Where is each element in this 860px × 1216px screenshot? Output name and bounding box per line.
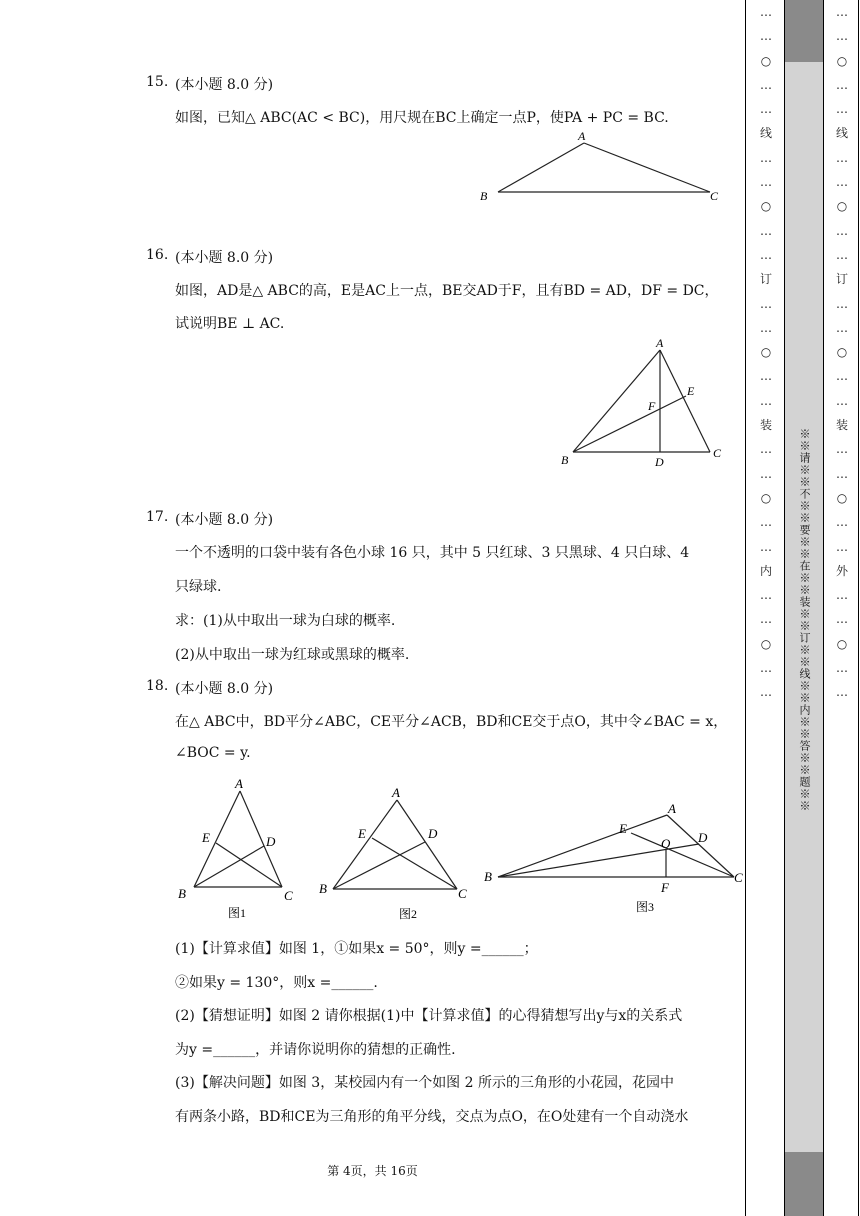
q18-text-line1: 在△ ABC中，BD平分∠ABC，CE平分∠ACB，BD和CE交于点O，其中令∠BAC = x， xyxy=(175,714,728,730)
outer-col-mark: … xyxy=(836,150,848,165)
q17-header: (本小题 8.0 分) xyxy=(175,512,274,528)
q17-text-line2: 只绿球. xyxy=(175,579,222,595)
inner-col-mark: 订 xyxy=(759,272,772,287)
fig2-label-e: E xyxy=(358,826,366,841)
q17-text-line3: 求：(1)从中取出一球为白球的概率. xyxy=(175,613,396,629)
binding-border-left xyxy=(745,0,746,1216)
q18-part3-line2: 有两条小路，BD和CE为三角形的角平分线，交点为点O，在O处建有一个自动浇水 xyxy=(175,1109,689,1125)
outer-col-mark: ○ xyxy=(836,490,848,505)
inner-col-mark: … xyxy=(760,685,772,700)
fig1-label-e: E xyxy=(202,830,210,845)
q15-number: 15. xyxy=(146,74,169,90)
inner-col-mark: … xyxy=(760,102,772,117)
inner-col-mark: 内 xyxy=(759,563,772,578)
fig3-label-d: D xyxy=(698,830,708,845)
outer-col-mark: … xyxy=(836,588,848,603)
inner-col-mark: ○ xyxy=(760,636,772,651)
outer-col-mark: … xyxy=(836,369,848,384)
inner-col-mark: 线 xyxy=(759,126,772,141)
inner-col-mark: ○ xyxy=(760,490,772,505)
outer-col-mark: … xyxy=(836,223,848,238)
outer-col-mark: 订 xyxy=(835,272,848,287)
inner-col-mark: 装 xyxy=(759,418,772,433)
inner-col-mark: … xyxy=(760,588,772,603)
fig2-label-a: A xyxy=(392,785,400,800)
fig3-label-e: E xyxy=(619,821,627,836)
page-footer: 第 4页，共 16页 xyxy=(327,1164,418,1178)
outer-col-mark: 外 xyxy=(835,563,848,578)
outer-col-mark: … xyxy=(836,442,848,457)
inner-col-mark: … xyxy=(760,29,772,44)
inner-col-mark: … xyxy=(760,466,772,481)
inner-col-mark: … xyxy=(760,369,772,384)
outer-col-mark: … xyxy=(836,320,848,335)
outer-col-mark: … xyxy=(836,296,848,311)
q16-number: 16. xyxy=(146,247,169,263)
outer-col-mark: … xyxy=(836,247,848,262)
inner-col-mark: … xyxy=(760,442,772,457)
inner-col-mark: … xyxy=(760,515,772,530)
q15-label-c: C xyxy=(710,189,719,203)
outer-col-mark: … xyxy=(836,393,848,408)
outer-col-mark: … xyxy=(836,661,848,676)
outer-col-mark: … xyxy=(836,685,848,700)
q18-part1-line1: (1)【计算求值】如图 1，①如果x = 50°，则y =______； xyxy=(175,941,538,957)
fig2-caption: 图2 xyxy=(399,907,418,921)
inner-col-mark: … xyxy=(760,5,772,19)
outer-col-mark: … xyxy=(836,175,848,190)
fig2-label-b: B xyxy=(319,881,327,896)
inner-col-mark: ○ xyxy=(760,345,772,360)
q17-number: 17. xyxy=(146,509,169,525)
outer-col-mark: … xyxy=(836,29,848,44)
inner-col-mark: … xyxy=(760,77,772,92)
q18-figure-3 xyxy=(480,800,745,918)
q16-triangle-figure xyxy=(555,333,735,473)
fig1-label-d: D xyxy=(266,834,276,849)
q16-text-line1: 如图，AD是△ ABC的高，E是AC上一点，BE交AD于F，且有BD = AD，DF = DC， xyxy=(175,283,719,299)
inner-col-mark: … xyxy=(760,175,772,190)
q18-figure-2 xyxy=(315,782,485,924)
q16-label-c: C xyxy=(713,446,722,460)
binding-outer-column xyxy=(831,0,853,1216)
q15-header: (本小题 8.0 分) xyxy=(175,77,274,93)
q15-label-b: B xyxy=(480,189,488,203)
outer-col-mark: ○ xyxy=(836,199,848,214)
fig3-caption: 图3 xyxy=(636,900,655,914)
q18-number: 18. xyxy=(146,678,169,694)
inner-col-mark: … xyxy=(760,320,772,335)
q18-part2-line1: (2)【猜想证明】如图 2 请你根据(1)中【计算求值】的心得猜想写出y与x的关系式 xyxy=(175,1008,683,1024)
q18-figure-1 xyxy=(172,774,302,924)
binding-inner-column xyxy=(755,0,777,1216)
q16-label-b: B xyxy=(561,453,569,467)
outer-col-mark: … xyxy=(836,5,848,19)
q17-text-line1: 一个不透明的口袋中装有各色小球 16 只，其中 5 只红球、3 只黑球、4 只白球、4 xyxy=(175,545,690,561)
fig3-label-c: C xyxy=(734,870,743,885)
q18-header: (本小题 8.0 分) xyxy=(175,681,274,697)
q18-part2-line2: 为y =______，并请你说明你的猜想的正确性. xyxy=(175,1042,456,1058)
fig2-label-d: D xyxy=(428,826,438,841)
q16-text-line2: 试说明BE ⊥ AC. xyxy=(175,316,285,332)
fig3-label-f: F xyxy=(661,880,669,895)
q15-text: 如图，已知△ ABC(AC < BC)，用尺规在BC上确定一点P，使PA + PC = BC. xyxy=(175,110,669,126)
fig1-label-b: B xyxy=(178,886,186,901)
outer-col-mark: … xyxy=(836,515,848,530)
binding-dark-block-bottom xyxy=(785,1152,823,1216)
q16-label-f: F xyxy=(648,399,656,413)
outer-col-mark: … xyxy=(836,466,848,481)
binding-border-mid-right xyxy=(823,0,824,1216)
inner-col-mark: … xyxy=(760,612,772,627)
fig3-label-b: B xyxy=(484,869,492,884)
inner-col-mark: ○ xyxy=(760,199,772,214)
q18-part3-line1: (3)【解决问题】如图 3，某校园内有一个如图 2 所示的三角形的小花园，花园中 xyxy=(175,1075,674,1091)
inner-col-mark: … xyxy=(760,296,772,311)
outer-col-mark: ○ xyxy=(836,53,848,68)
inner-col-mark: … xyxy=(760,393,772,408)
inner-col-mark: … xyxy=(760,150,772,165)
q16-header: (本小题 8.0 分) xyxy=(175,250,274,266)
outer-col-mark: … xyxy=(836,539,848,554)
fig1-label-a: A xyxy=(235,776,243,791)
outer-col-mark: … xyxy=(836,102,848,117)
outer-col-mark: 线 xyxy=(835,126,848,141)
fig3-label-o: O xyxy=(661,836,671,851)
outer-col-mark: ○ xyxy=(836,636,848,651)
outer-col-mark: ○ xyxy=(836,345,848,360)
inner-col-mark: … xyxy=(760,661,772,676)
q17-text-line4: (2)从中取出一球为红球或黑球的概率. xyxy=(175,647,410,663)
q18-part1-line2: ②如果y = 130°，则x =______. xyxy=(175,975,378,991)
outer-col-mark: … xyxy=(836,612,848,627)
q16-label-a: A xyxy=(656,336,664,350)
q18-text-line2: ∠BOC = y. xyxy=(175,745,251,761)
q15-triangle-figure xyxy=(470,128,730,210)
fig3-label-a: A xyxy=(668,801,676,816)
fig1-caption: 图1 xyxy=(228,906,247,920)
outer-col-mark: … xyxy=(836,77,848,92)
inner-col-mark: … xyxy=(760,539,772,554)
q15-label-a: A xyxy=(578,129,586,143)
binding-warning-text: ※※请※※不※※要※※在※※装※※订※※线※※内※※答※※题※※ xyxy=(798,428,811,812)
binding-dark-block-top xyxy=(785,0,823,62)
inner-col-mark: … xyxy=(760,247,772,262)
binding-border-right xyxy=(858,0,859,1216)
inner-col-mark: … xyxy=(760,223,772,238)
inner-col-mark: ○ xyxy=(760,53,772,68)
q16-label-d: D xyxy=(655,455,664,469)
fig1-label-c: C xyxy=(284,888,293,903)
fig2-label-c: C xyxy=(458,886,467,901)
outer-col-mark: 装 xyxy=(835,418,848,433)
q16-label-e: E xyxy=(687,384,695,398)
